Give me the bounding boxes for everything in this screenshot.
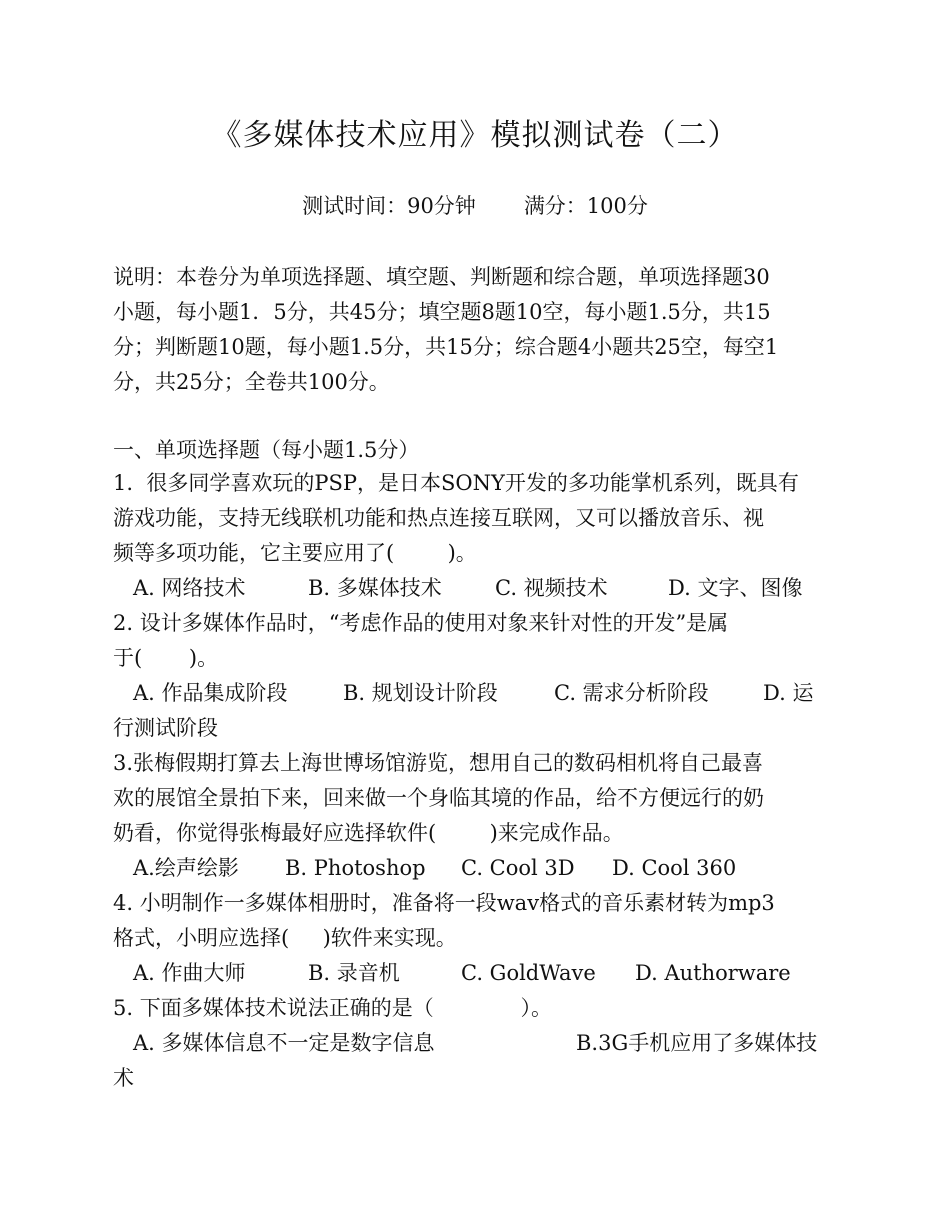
question-3-line: 3.张梅假期打算去上海世博场馆游览，想用自己的数码相机将自己最喜 [113,751,764,775]
exam-title: 《多媒体技术应用》模拟测试卷（二） [211,118,739,153]
question-3-options [113,854,737,882]
option-c: C. 视频技术 [495,576,608,600]
option-a: A. 作品集成阶段 [133,681,288,705]
option-a: A. 网络技术 [133,576,246,600]
question-2-trailing: 行测试阶段 [113,716,218,740]
option-d: D. 运 [763,681,814,705]
option-c: C. Cool 3D [461,856,575,880]
option-d: D. Authorware [635,961,791,985]
question-5-options [113,1029,818,1057]
option-a: A. 多媒体信息不一定是数字信息 [133,1031,435,1055]
question-2-line: 于( )。 [113,646,219,670]
option-b: B. 多媒体技术 [308,576,442,600]
option-d: D. Cool 360 [612,856,737,880]
option-a: A.绘声绘影 [133,856,239,880]
question-5-trailing: 术 [113,1066,134,1090]
question-1-line: 1. 很多同学喜欢玩的PSP，是日本SONY开发的多功能掌机系列，既具有 [113,471,799,495]
instruction-line: 小题，每小题1．5分，共45分；填空题8题10空，每小题1.5分，共15 [113,300,771,324]
question-1-line: 游戏功能，支持无线联机功能和热点连接互联网，又可以播放音乐、视 [113,506,764,530]
option-c: C. 需求分析阶段 [554,681,709,705]
instruction-line: 说明：本卷分为单项选择题、填空题、判断题和综合题，单项选择题30 [113,265,770,289]
question-3-line: 欢的展馆全景拍下来，回来做一个身临其境的作品，给不方便远行的奶 [113,786,764,810]
option-b: B. Photoshop [285,856,426,880]
test-time: 测试时间：90分钟 [302,194,476,218]
section-heading: 一、单项选择题（每小题1.5分） [113,438,420,462]
option-a: A. 作曲大师 [133,961,246,985]
question-3-line: 奶看，你觉得张梅最好应选择软件( )来完成作品。 [113,821,624,845]
option-b: B. 录音机 [308,961,400,985]
exam-meta [0,190,950,220]
question-2-line: 2. 设计多媒体作品时，“考虑作品的使用对象来针对性的开发”是属 [113,611,729,635]
question-4-line: 格式，小明应选择( )软件来实现。 [113,926,457,950]
option-b: B. 规划设计阶段 [343,681,498,705]
option-d: D. 文字、图像 [668,576,803,600]
option-c: C. GoldWave [461,961,596,985]
question-1-line: 频等多项功能，它主要应用了( )。 [113,541,477,565]
option-b: B.3G手机应用了多媒体技 [576,1031,818,1055]
question-1-options [113,574,803,602]
question-2-options [113,679,814,707]
question-4-options [113,959,791,987]
instruction-line: 分；判断题10题，每小题1.5分，共15分；综合题4小题共25空，每空1 [113,335,779,359]
question-4-line: 4. 小明制作一多媒体相册时，准备将一段wav格式的音乐素材转为mp3 [113,891,775,915]
full-score: 满分：100分 [523,194,648,218]
question-5-line: 5. 下面多媒体技术说法正确的是（ ）。 [113,996,552,1020]
instruction-line: 分，共25分；全卷共100分。 [113,370,390,394]
